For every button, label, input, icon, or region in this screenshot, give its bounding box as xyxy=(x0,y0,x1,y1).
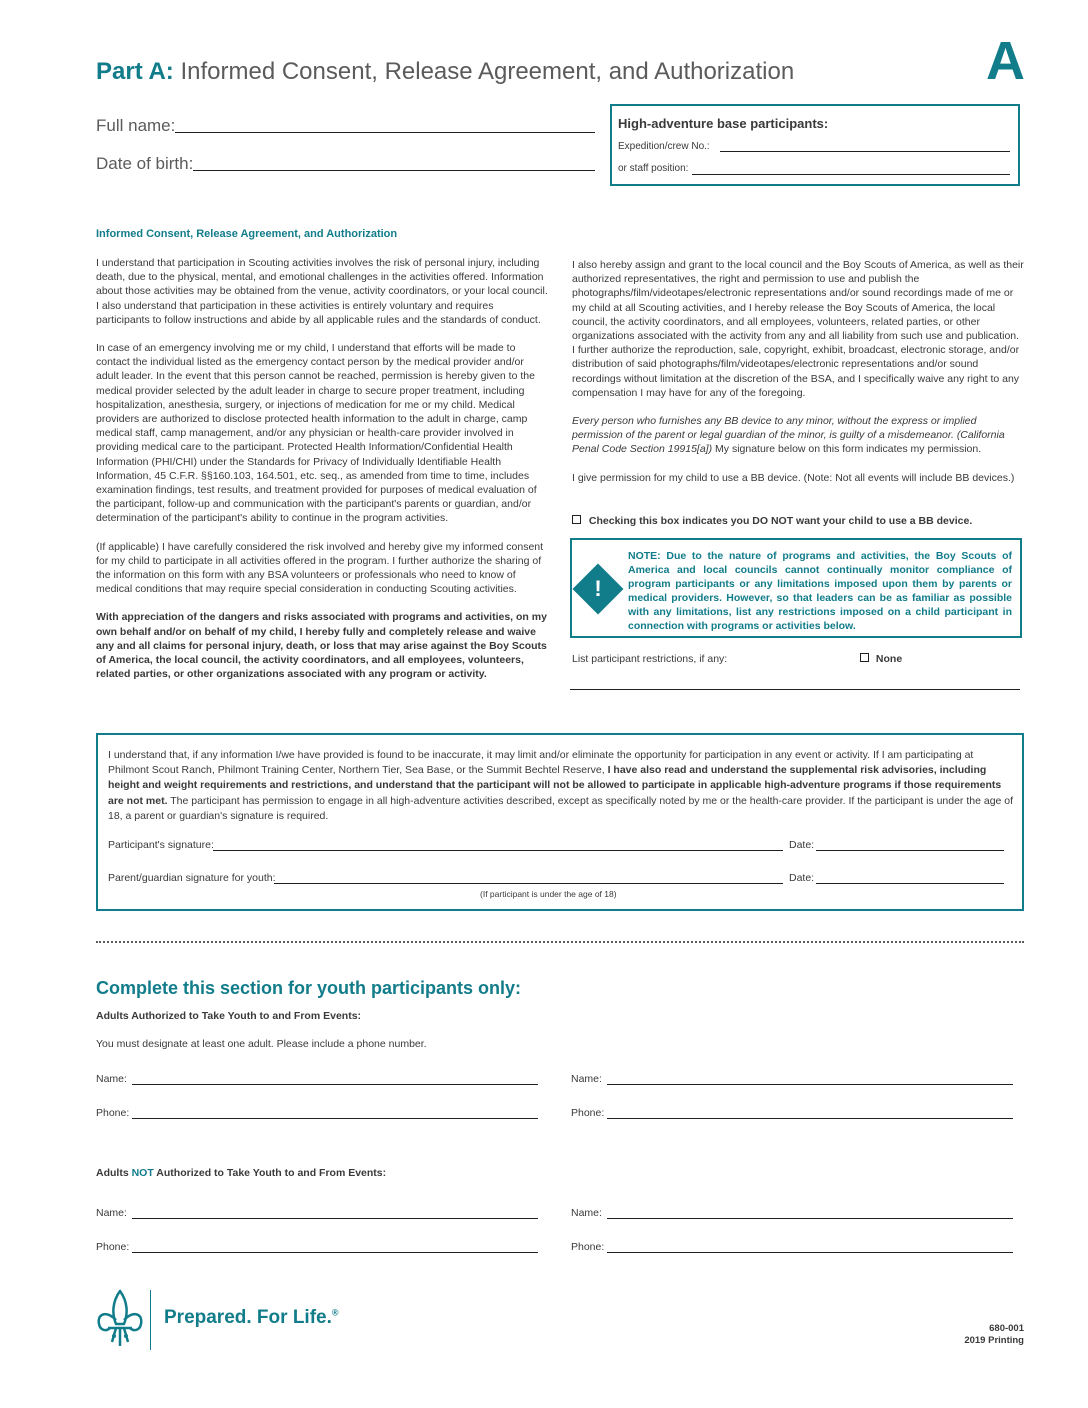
parent-signature-label: Parent/guardian signature for youth: xyxy=(108,872,276,884)
bb-checkbox-label: Checking this box indicates you DO NOT want your child to use a BB device. xyxy=(588,515,973,527)
note-text: NOTE: Due to the nature of programs and activities, the Boy Scouts of America and local councils cannot continually monitor compliance of program participants or any limitations imposed upon them by parents or medical providers. However, so that leaders can be as familiar as possible with any limitations, list any restrictions imposed on a child participant in connection with programs or activities below. xyxy=(628,550,1012,632)
consent-paragraph-4: With appreciation of the dangers and risks associated with programs and activities, on my own behalf and/or on behalf of my child, I hereby fully and completely release and waive any and all claims for personal injury, death, or loss that may arise against the Boy Scouts of America, the local council, the activity coordinators, and all employees, volunteers, related parties, or other organizations associated with any program or activity. xyxy=(96,611,547,681)
not-authorized-phone-field-2[interactable] xyxy=(607,1252,1013,1253)
authorized-name-field-1[interactable] xyxy=(132,1084,538,1085)
parent-signature-note: (If participant is under the age of 18) xyxy=(480,889,617,899)
parent-date-label: Date: xyxy=(789,872,815,884)
consent-paragraph-3: (If applicable) I have carefully considered the risk involved and hereby give my informed consent for my child to participate in all activities offered in the program. I further authorize the sharing of the information on this form with any BSA volunteers or professionals who need to know of medical conditions that may require special consideration in conducting Scouting activities. xyxy=(96,540,544,596)
none-checkbox-row xyxy=(860,652,902,666)
authorized-phone-label-2: Phone: xyxy=(571,1107,605,1119)
not-authorized-phone-label-1: Phone: xyxy=(96,1241,130,1253)
restrictions-label: List participant restrictions, if any: xyxy=(572,653,728,665)
tagline xyxy=(164,1307,339,1329)
none-checkbox[interactable] xyxy=(860,653,869,662)
not-authorized-name-label-2: Name: xyxy=(571,1207,602,1219)
consent-paragraph-7: I give permission for my child to use a BB device. (Note: Not all events will include BB devices.) xyxy=(572,471,1015,484)
dob-field[interactable] xyxy=(193,170,595,171)
staff-position-label: or staff position: xyxy=(618,163,689,174)
not-authorized-name-field-1[interactable] xyxy=(132,1218,538,1219)
expedition-label: Expedition/crew No.: xyxy=(618,141,710,152)
consent-paragraph-6 xyxy=(572,414,1024,457)
permission-text: My signature below on this form indicates my permission. xyxy=(712,443,982,456)
authorized-name-label-2: Name: xyxy=(571,1073,602,1085)
participant-date-field[interactable] xyxy=(816,850,1004,851)
printing-year: 2019 Printing xyxy=(964,1335,1024,1346)
participant-signature-label: Participant's signature: xyxy=(108,839,214,851)
signature-text-bold: I have also read and understand the supplemental risk advisories, including height and weight requirements and restrictions, and understand that the participant will not be allowed to participate in applicable high-adventure programs if those requirements are not met. xyxy=(108,764,1002,807)
consent-paragraph-2: In case of an emergency involving me or my child, I understand that efforts will be made to contact the individual listed as the emergency contact person by the medical provider and/or adult leader. In the event that this person cannot be reached, permission is hereby given to the medical provider selected by the adult leader in charge to secure proper treatment, including hospitalization, anesthesia, surgery, or injections of medication for me or my child. Medical providers are authorized to disclose protected health information to the adult in charge, camp medical staff, camp management, and/or any physician or health-care provider involved in providing medical care to the participant. Protected Health Information/Confidential Health Information (PHI/CHI) under the Standards for Privacy of Individually Identifiable Health Information, 45 C.F.R. §§160.103, 164.501, etc. seq., as amended from time to time, includes examination findings, test results, and treatment provided for purposes of medical evaluation of the participant, follow-up and communication with the participant's parents or guardian, and/or determination of the participant's ability to continue in the program activities. xyxy=(96,342,537,525)
fleur-de-lis-icon xyxy=(94,1288,146,1350)
staff-position-field[interactable] xyxy=(692,174,1010,175)
form-number: 680-001 xyxy=(989,1323,1024,1334)
not-authorized-name-label-1: Name: xyxy=(96,1207,127,1219)
authorized-name-field-2[interactable] xyxy=(607,1084,1013,1085)
part-letter: A xyxy=(986,31,1025,91)
signature-statement xyxy=(108,748,1014,824)
penal-code-text: Every person who furnishes any BB device to any minor, without the express or implied permission of the parent or legal guardian of the minor, is guilty of a misdemeanor. (California Penal Code Section 19915[a]) xyxy=(572,415,1005,456)
expedition-field[interactable] xyxy=(720,151,1010,152)
cut-line xyxy=(96,941,1024,943)
authorized-name-label-1: Name: xyxy=(96,1073,127,1085)
full-name-field[interactable] xyxy=(175,132,595,133)
signature-text-b: The participant has permission to engage in all high-adventure activities described, except as specifically noted by me or the health-care provider. If the participant is under the age of 18, a parent or guardian's signature is required. xyxy=(108,794,1014,822)
signature-text-a: I understand that, if any information I/we have provided is found to be inaccurate, it may limit and/or eliminate the opportunity for participation in any event or activity. If I am participating at Philmont Scout Ranch, Philmont Training Center, Northern Tier, Sea Base, or the Summit Bechtel Reserve, xyxy=(108,749,974,777)
not-authorized-name-field-2[interactable] xyxy=(607,1218,1013,1219)
full-name-label: Full name: xyxy=(96,116,176,135)
consent-paragraph-5: I also hereby assign and grant to the local council and the Boy Scouts of America, as well as their authorized representatives, the right and permission to use and publish the photographs/film/videotapes/electronic representations and/or sound recordings made of me or my child at all Scouting activities, and I hereby release the Boy Scouts of America, the local council, the activity coordinators, and all employees, volunteers, related parties, or other organizations associated with the activity from any and all liability from such use and publication. I further authorize the reproduction, sale, copyright, exhibit, broadcast, electronic storage, and/or distribution of said photographs/film/videotapes/electronic representations and/or sound recordings without limitation at the discretion of the BSA, and I specifically waive any right to any compensation I may have for any of the foregoing. xyxy=(572,259,1024,399)
bb-checkbox[interactable] xyxy=(572,515,581,524)
authorized-phone-field-1[interactable] xyxy=(132,1118,538,1119)
not-heading-word: NOT xyxy=(131,1167,154,1179)
not-authorized-phone-label-2: Phone: xyxy=(571,1241,605,1253)
parent-date-field[interactable] xyxy=(816,883,1004,884)
not-heading-prefix: Adults xyxy=(96,1167,132,1179)
trademark-symbol: ® xyxy=(331,1307,339,1318)
title-text: Informed Consent, Release Agreement, and Authorization xyxy=(173,58,795,85)
exclamation-icon: ! xyxy=(594,576,602,601)
consent-left-column xyxy=(96,256,548,681)
consent-heading: Informed Consent, Release Agreement, and Authorization xyxy=(96,228,398,240)
none-label: None xyxy=(875,653,903,665)
not-authorized-adults-heading xyxy=(96,1167,386,1179)
title-prefix: Part A: xyxy=(96,58,174,85)
page-title xyxy=(96,58,794,86)
logo-divider xyxy=(150,1290,151,1350)
tagline-text: Prepared. For Life. xyxy=(164,1307,332,1328)
youth-section-heading: Complete this section for youth participants only: xyxy=(96,978,522,998)
participant-signature-field[interactable] xyxy=(213,850,783,851)
not-heading-suffix: Authorized to Take Youth to and From Events: xyxy=(153,1167,387,1179)
authorized-phone-field-2[interactable] xyxy=(607,1118,1013,1119)
designate-instruction: You must designate at least one adult. Please include a phone number. xyxy=(96,1038,427,1050)
form-number-block xyxy=(940,1323,1024,1347)
restrictions-field[interactable] xyxy=(570,689,1020,690)
consent-paragraph-1: I understand that participation in Scouting activities involves the risk of personal injury, including death, due to the physical, mental, and emotional challenges in the activities offered. Information about those activities may be obtained from the venue, activity coordinators, or your local council. I also understand that participation in these activities is entirely voluntary and requires participants to follow instructions and abide by all applicable rules and the standards of conduct. xyxy=(96,257,548,326)
authorized-phone-label-1: Phone: xyxy=(96,1107,130,1119)
authorized-adults-heading: Adults Authorized to Take Youth to and From Events: xyxy=(96,1010,362,1022)
consent-right-column xyxy=(572,258,1024,485)
participant-date-label: Date: xyxy=(789,839,815,851)
high-adventure-title: High-adventure base participants: xyxy=(618,116,829,131)
bb-checkbox-row xyxy=(572,514,1024,528)
parent-signature-field[interactable] xyxy=(274,883,783,884)
not-authorized-phone-field-1[interactable] xyxy=(132,1252,538,1253)
dob-label: Date of birth: xyxy=(96,154,194,173)
